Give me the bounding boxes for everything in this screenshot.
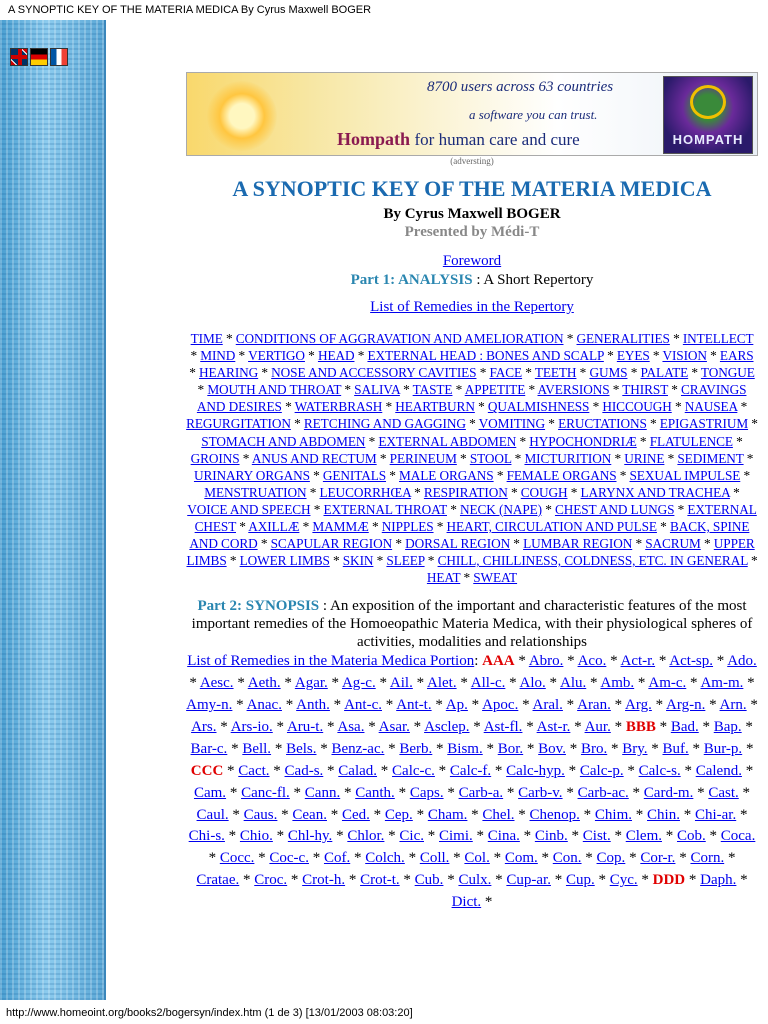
topic-link[interactable]: FEMALE ORGANS <box>506 467 617 483</box>
remedy-link[interactable]: Chel. <box>482 806 515 823</box>
topic-link[interactable]: THIRST <box>622 382 668 398</box>
foreword-row <box>186 253 758 270</box>
topic-link[interactable]: BACK, SPINE AND CORD <box>189 519 750 552</box>
remedy-link[interactable]: Aur. <box>584 718 611 735</box>
remedy-link[interactable]: Aral. <box>532 697 563 713</box>
banner-brand-line <box>337 129 580 150</box>
topic-link[interactable]: VERTIGO <box>248 348 305 364</box>
remedy-link[interactable]: Chl-hy. <box>287 828 333 845</box>
topic-link[interactable]: HICCOUGH <box>602 399 672 415</box>
remedy-link[interactable]: Buf. <box>662 740 689 757</box>
remedy-group-marker: BBB <box>625 718 656 735</box>
main-content <box>186 72 758 914</box>
topic-link[interactable]: MIND <box>200 348 236 364</box>
remedy-link[interactable]: Ced. <box>341 806 370 823</box>
topic-link[interactable]: NOSE AND ACCESSORY CAVITIES <box>271 365 477 381</box>
window-title: A SYNOPTIC KEY OF THE MATERIA MEDICA By Cyrus Maxwell BOGER <box>8 4 372 16</box>
remedy-link[interactable]: Bels. <box>286 740 317 757</box>
topic-link[interactable]: URINE <box>624 450 665 466</box>
remedy-link[interactable]: Ail. <box>389 675 413 692</box>
topic-link[interactable]: FLATULENCE <box>649 433 733 449</box>
part1-label: Part 1: ANALYSIS <box>350 272 473 288</box>
remedy-link[interactable]: Aru-t. <box>286 718 324 735</box>
topic-link[interactable]: STOOL <box>469 450 512 466</box>
remedy-link[interactable]: Aco. <box>577 653 607 670</box>
remedy-link[interactable]: Bry. <box>622 740 648 757</box>
remedy-link[interactable]: Ant-t. <box>396 697 432 713</box>
remedy-link[interactable]: Calc-f. <box>449 762 492 779</box>
topic-link[interactable]: TEETH <box>534 365 577 381</box>
topic-link[interactable]: VISION <box>662 348 707 364</box>
remedy-link[interactable]: Chin. <box>647 806 680 823</box>
remedy-link[interactable]: Calc-p. <box>579 762 624 779</box>
remedy-link[interactable]: Bism. <box>447 740 483 757</box>
banner-brand: Hompath <box>337 129 411 149</box>
topic-link[interactable]: LUMBAR REGION <box>523 536 633 552</box>
topic-link[interactable]: TIME <box>190 331 223 346</box>
remedy-link[interactable]: Asar. <box>378 718 410 735</box>
topic-link[interactable]: HEART, CIRCULATION AND PULSE <box>446 519 657 535</box>
remedy-link[interactable]: Am-c. <box>648 675 687 692</box>
topic-link[interactable]: EXTERNAL THROAT <box>323 501 447 517</box>
remedy-link[interactable]: Cact. <box>238 762 270 779</box>
remedy-link[interactable]: Bad. <box>670 718 699 735</box>
topic-link[interactable]: CHILL, CHILLINESS, COLDNESS, ETC. IN GENERAL <box>437 553 748 569</box>
topic-link[interactable]: HEAD <box>317 348 355 364</box>
repertory-list-row <box>186 299 758 316</box>
topic-link[interactable]: RETCHING AND GAGGING <box>303 416 466 432</box>
remedy-link[interactable]: Col. <box>464 850 490 867</box>
topic-link[interactable]: COUGH <box>520 484 568 500</box>
topic-link[interactable]: EXTERNAL ABDOMEN <box>378 433 517 449</box>
remedy-link[interactable]: Canth. <box>355 784 395 801</box>
topic-link[interactable]: VOMITING <box>478 416 546 432</box>
remedy-link[interactable]: Cic. <box>399 828 424 845</box>
remedy-link[interactable]: Coca. <box>720 828 756 845</box>
topic-link[interactable]: GENITALS <box>322 467 387 483</box>
remedy-link[interactable]: Ap. <box>445 697 468 713</box>
remedy-link[interactable]: Carb-a. <box>458 784 504 801</box>
topic-link[interactable]: EARS <box>719 348 754 364</box>
banner-tagline: for human care and cure <box>414 130 580 149</box>
topic-link[interactable]: EXTERNAL CHEST <box>194 501 757 535</box>
topic-link[interactable]: TASTE <box>412 382 453 398</box>
topic-links: TIME * CONDITIONS OF AGGRAVATION AND AMELIORATION * GENERALITIES * INTELLECT * MIND * VERTIGO * HEAD * EXTERNAL HEAD : BONES AND SCALP * EYES * VISION * EARS * HEARING * NOSE AND ACCESSORY CAVITIES * FACE * TEETH * GUMS * PALATE * TONGUE * MOUTH AND THROAT * SALIVA * TASTE * APPETITE * AVERSIONS * THIRST * CRAVINGS AND DESIRES * WATERBRASH * HEARTBURN * QUALMISHNESS * HICCOUGH * NAUSEA * REGURGITATION * RETCHING AND GAGGING * VOMITING * ERUCTATIONS * EPIGASTRIUM * STOMACH AND ABDOMEN * EXTERNAL ABDOMEN * HYPOCHONDRIÆ * FLATULENCE * GROINS * ANUS AND RECTUM * PERINEUM * STOOL * MICTURITION * URINE * SEDIMENT * URINARY ORGANS * GENITALS * MALE ORGANS * FEMALE ORGANS * SEXUAL IMPULSE * MENSTRUATION * LEUCORRHŒA * RESPIRATION * COUGH * LARYNX AND TRACHEA * VOICE AND SPEECH * EXTERNAL THROAT * NECK (NAPE) * CHEST AND LUNGS * EXTERNAL CHEST * AXILLÆ * MAMMÆ * NIPPLES * HEART, CIRCULATION AND PULSE * BACK, SPINE AND CORD * SCAPULAR REGION * DORSAL REGION * LUMBAR REGION * SACRUM * UPPER LIMBS * LOWER LIMBS * SKIN * SLEEP * CHILL, CHILLINESS, COLDNESS, ETC. IN GENERAL * HEAT * SWEAT <box>186 331 758 586</box>
topic-link[interactable]: HEARTBURN <box>395 399 475 415</box>
topic-link[interactable]: HYPOCHONDRIÆ <box>529 433 637 449</box>
remedy-link[interactable]: Aesc. <box>199 675 234 692</box>
remedy-link[interactable]: Cyc. <box>609 872 638 889</box>
part1-subtitle: : A Short Repertory <box>472 272 594 288</box>
uk-flag-icon[interactable] <box>10 48 28 66</box>
remedy-link[interactable]: Bar-c. <box>190 740 228 757</box>
ad-banner[interactable] <box>186 72 758 156</box>
sun-graphic <box>207 81 277 151</box>
remedy-link[interactable]: Cup-ar. <box>506 872 551 889</box>
remedy-link[interactable]: Agar. <box>294 675 328 692</box>
topic-link[interactable]: STOMACH AND ABDOMEN <box>201 433 366 449</box>
topic-link[interactable]: EPIGASTRIUM <box>659 416 749 432</box>
banner-line1: 8700 users across 63 countries <box>427 79 614 95</box>
topic-link[interactable]: CONDITIONS OF AGGRAVATION AND AMELIORATION <box>235 331 564 346</box>
remedy-link[interactable]: Apoc. <box>482 697 519 713</box>
topic-link[interactable]: ERUCTATIONS <box>558 416 647 432</box>
part1-heading <box>186 272 758 289</box>
remedy-link[interactable]: Cratae. <box>196 872 240 889</box>
remedy-link[interactable]: Asa. <box>337 718 365 735</box>
remedy-link[interactable]: Act-r. <box>620 653 656 670</box>
topic-link[interactable]: SALIVA <box>354 382 400 398</box>
ad-caption: (adversting) <box>450 156 494 166</box>
remedy-link[interactable]: Anac. <box>246 697 282 713</box>
remedy-link[interactable]: Act-sp. <box>669 653 714 670</box>
topic-link[interactable]: AXILLÆ <box>248 519 300 535</box>
remedy-link[interactable]: Alet. <box>427 675 457 692</box>
topic-link[interactable]: VOICE AND SPEECH <box>187 501 311 517</box>
remedy-link[interactable]: Ant-c. <box>344 697 382 713</box>
foreword-link[interactable]: Foreword <box>442 253 502 269</box>
remedy-link[interactable]: Croc. <box>254 872 288 889</box>
topic-link[interactable]: SWEAT <box>473 570 518 586</box>
remedy-link[interactable]: Cep. <box>384 806 413 823</box>
page-footer-url: http://www.homeoint.org/books2/bogersyn/index.htm (1 de 3) [13/01/2003 08:03:20] <box>6 1007 413 1019</box>
remedy-link[interactable]: Bap. <box>713 718 742 735</box>
remedy-link[interactable]: Arg-n. <box>666 697 706 713</box>
topic-link[interactable]: WATERBRASH <box>294 399 383 415</box>
sidebar <box>0 20 106 1000</box>
remedy-link[interactable]: Cast. <box>708 784 739 801</box>
remedy-link[interactable]: Coll. <box>419 850 450 867</box>
topic-link[interactable]: PALATE <box>640 365 689 381</box>
remedy-link[interactable]: Daph. <box>700 872 737 889</box>
remedy-link[interactable]: Cham. <box>427 806 468 823</box>
page-title: A SYNOPTIC KEY OF THE MATERIA MEDICA <box>232 176 712 201</box>
remedy-link[interactable]: Cob. <box>676 828 706 845</box>
part2-label: Part 2: SYNOPSIS <box>197 598 320 615</box>
remedy-link[interactable]: Calad. <box>338 762 378 779</box>
topic-link[interactable]: EXTERNAL HEAD : BONES AND SCALP <box>367 348 604 364</box>
topic-link[interactable]: SEDIMENT <box>677 450 744 466</box>
topic-link[interactable]: AVERSIONS <box>537 382 610 398</box>
topic-link[interactable]: REGURGITATION <box>186 416 291 432</box>
remedy-link[interactable]: Chlor. <box>347 828 385 845</box>
remedy-link[interactable]: Bur-p. <box>703 740 743 757</box>
remedy-link[interactable]: Ars. <box>191 718 217 735</box>
remedy-link[interactable]: Aran. <box>577 697 611 713</box>
topic-link[interactable]: NAUSEA <box>684 399 738 415</box>
topic-link[interactable]: SLEEP <box>386 553 425 569</box>
remedy-link[interactable]: Cam. <box>193 784 227 801</box>
remedy-link[interactable]: Calc-c. <box>392 762 435 779</box>
remedy-link[interactable]: Calc-hyp. <box>506 762 565 779</box>
topic-link[interactable]: URINARY ORGANS <box>193 467 310 483</box>
remedy-link[interactable]: Ast-r. <box>536 718 571 735</box>
remedy-link[interactable]: Chenop. <box>529 806 580 823</box>
remedy-link[interactable]: Dict. <box>451 894 482 911</box>
logo-text: HOMPATH <box>672 132 744 147</box>
remedy-link[interactable]: Cop. <box>596 850 626 867</box>
remedy-link[interactable]: Amb. <box>600 675 635 692</box>
remedy-link[interactable]: Benz-ac. <box>331 740 385 757</box>
remedy-link[interactable]: Crot-t. <box>360 872 400 889</box>
remedy-link[interactable]: Carb-v. <box>518 784 563 801</box>
topic-link[interactable]: MICTURITION <box>524 450 612 466</box>
topic-link[interactable]: SACRUM <box>645 536 701 552</box>
remedy-link[interactable]: Arg. <box>625 697 652 713</box>
topic-link[interactable]: LOWER LIMBS <box>239 553 330 569</box>
topic-link[interactable]: APPETITE <box>464 382 526 398</box>
topic-link[interactable]: RESPIRATION <box>423 484 508 500</box>
topic-link[interactable]: GENERALITIES <box>576 331 670 346</box>
remedy-link[interactable]: Ars-io. <box>230 718 273 735</box>
remedy-link[interactable]: Cub. <box>414 872 444 889</box>
remedy-link[interactable]: Ast-fl. <box>483 718 523 735</box>
remedy-link[interactable]: Bro. <box>580 740 608 757</box>
part2-description: : An exposition of the important and characteristic features of the most important remedies of the Homoeopathic Materia Medica, with their physiological spheres of activities, modalities and relationships <box>191 598 753 650</box>
remedy-link[interactable]: Berb. <box>399 740 433 757</box>
remedy-link[interactable]: Chi-s. <box>188 828 225 845</box>
remedy-link[interactable]: Ag-c. <box>341 675 376 692</box>
remedy-link[interactable]: Carb-ac. <box>577 784 629 801</box>
remedy-link[interactable]: Cimi. <box>439 828 473 845</box>
remedy-links: List of Remedies in the Materia Medica Portion: AAA * Abro. * Aco. * Act-r. * Act-sp. * Ado. * Aesc. * Aeth. * Agar. * Ag-c. * Ail. * Alet. * All-c. * Alo. * Alu. * Amb. * Am-c. * Am-m. * Amy-n. * Anac. * Anth. * Ant-c. * Ant-t. * Ap. * Apoc. * Aral. * Aran. * Arg. * Arg-n. * Arn. * Ars. * Ars-io. * Aru-t. * Asa. * Asar. * Asclep. * Ast-fl. * Ast-r. * Aur. * BBB * Bad. * Bap. * Bar-c. * Bell. * Bels. * Benz-ac. * Berb. * Bism. * Bor. * Bov. * Bro. * Bry. * Buf. * Bur-p. * CCC * Cact. * Cad-s. * Calad. * Calc-c. * Calc-f. * Calc-hyp. * Calc-p. * Calc-s. * Calend. * Cam. * Canc-fl. * Cann. * Canth. * Caps. * Carb-a. * Carb-v. * Carb-ac. * Card-m. * Cast. * Caul. * Caus. * Cean. * Ced. * Cep. * Cham. * Chel. * Chenop. * Chim. * Chin. * Chi-ar. * Chi-s. * Chio. * Chl-hy. * Chlor. * Cic. * Cimi. * Cina. * Cinb. * Cist. * Clem. * Cob. * Coca. * Cocc. * Coc-c. * Cof. * Colch. * Coll. * Col. * Com. * Con. * Cop. * Cor-r. * Corn. * Cratae. * Croc. * Crot-h. * Crot-t. * Cub. * Culx. * Cup-ar. * Cup. * Cyc. * DDD * Daph. * Dict. * <box>186 653 758 911</box>
remedy-link[interactable]: Cann. <box>304 784 341 801</box>
topic-link[interactable]: CRAVINGS AND DESIRES <box>196 382 747 415</box>
remedy-link[interactable]: Caps. <box>409 784 444 801</box>
remedy-link[interactable]: Chi-ar. <box>694 806 737 823</box>
topic-link[interactable]: MAMMÆ <box>312 519 369 535</box>
topic-link[interactable]: MENSTRUATION <box>204 484 307 500</box>
banner-line2: a software you can trust. <box>469 107 598 122</box>
remedy-link[interactable]: Chio. <box>239 828 273 845</box>
presented-by: Presented by Médi-T <box>404 224 540 240</box>
remedy-link[interactable]: Caul. <box>196 806 229 823</box>
remedy-link[interactable]: Com. <box>504 850 538 867</box>
topic-link[interactable]: NECK (NAPE) <box>459 501 542 517</box>
topic-link[interactable]: TONGUE <box>700 365 755 381</box>
topic-link[interactable]: UPPER LIMBS <box>186 536 755 569</box>
remedy-group-marker: CCC <box>190 762 224 779</box>
topic-link[interactable]: FACE <box>489 365 523 381</box>
topic-link[interactable]: PERINEUM <box>389 450 457 466</box>
remedy-link[interactable]: Cof. <box>323 850 351 867</box>
repertory-list-link[interactable]: List of Remedies in the Repertory <box>370 299 574 315</box>
topic-link[interactable]: SCAPULAR REGION <box>270 536 393 552</box>
remedy-link[interactable]: Culx. <box>458 872 492 889</box>
topic-link[interactable]: LEUCORRHŒA <box>319 484 411 500</box>
remedy-link[interactable]: Cup. <box>565 872 595 889</box>
topic-link[interactable]: SEXUAL IMPULSE <box>629 467 741 483</box>
hompath-logo <box>663 76 753 154</box>
topic-link[interactable]: SKIN <box>342 553 374 569</box>
remedy-link[interactable]: Corn. <box>690 850 725 867</box>
remedy-link[interactable]: Con. <box>552 850 582 867</box>
topic-link[interactable]: GUMS <box>589 365 628 381</box>
remedy-link[interactable]: Am-m. <box>700 675 744 692</box>
german-flag-icon[interactable] <box>30 48 48 66</box>
remedy-link[interactable]: Aeth. <box>247 675 281 692</box>
topic-link[interactable]: MALE ORGANS <box>399 467 494 483</box>
remedy-link[interactable]: All-c. <box>470 675 506 692</box>
remedy-link[interactable]: Calc-s. <box>638 762 681 779</box>
remedy-link[interactable]: Calend. <box>695 762 742 779</box>
topic-link[interactable]: GROINS <box>190 450 240 466</box>
remedy-link[interactable]: Crot-h. <box>302 872 346 889</box>
remedy-link[interactable]: Cist. <box>582 828 611 845</box>
topic-link[interactable]: NIPPLES <box>381 519 434 535</box>
remedy-link[interactable]: Abro. <box>528 653 564 670</box>
topic-link[interactable]: ANUS AND RECTUM <box>251 450 377 466</box>
french-flag-icon[interactable] <box>50 48 68 66</box>
remedy-link[interactable]: Caus. <box>243 806 278 823</box>
language-flags <box>10 48 68 66</box>
remedy-link[interactable]: Cina. <box>487 828 520 845</box>
remedy-link[interactable]: Clem. <box>625 828 662 845</box>
remedy-group-marker: AAA <box>482 653 515 670</box>
topic-link[interactable]: EYES <box>616 348 650 364</box>
remedy-link[interactable]: Bor. <box>497 740 524 757</box>
remedy-link[interactable]: Cad-s. <box>284 762 324 779</box>
remedy-link[interactable]: Amy-n. <box>186 697 233 713</box>
topic-link[interactable]: LARYNX AND TRACHEA <box>580 484 730 500</box>
remedy-list-link[interactable]: List of Remedies in the Materia Medica Portion <box>187 653 475 670</box>
remedy-link[interactable]: Anth. <box>296 697 330 713</box>
topic-link[interactable]: QUALMISHNESS <box>487 399 590 415</box>
remedy-link[interactable]: Cinb. <box>534 828 568 845</box>
topic-link[interactable]: INTELLECT <box>682 331 754 346</box>
remedy-link[interactable]: Bell. <box>242 740 272 757</box>
remedy-link[interactable]: Arn. <box>719 697 747 713</box>
logo-ring-icon <box>690 85 726 119</box>
remedy-link[interactable]: Ado. <box>727 653 757 670</box>
remedy-link[interactable]: Cor-r. <box>640 850 676 867</box>
part2-heading <box>186 598 758 651</box>
remedy-link[interactable]: Cocc. <box>219 850 255 867</box>
remedy-link[interactable]: Colch. <box>365 850 405 867</box>
remedy-link[interactable]: Chim. <box>594 806 633 823</box>
remedy-link[interactable]: Canc-fl. <box>241 784 290 801</box>
topic-link[interactable]: CHEST AND LUNGS <box>554 501 675 517</box>
remedy-link[interactable]: Card-m. <box>643 784 694 801</box>
remedy-group-marker: DDD <box>652 872 686 889</box>
remedy-link[interactable]: Bov. <box>538 740 566 757</box>
topic-link[interactable]: MOUTH AND THROAT <box>207 382 342 398</box>
author-byline: By Cyrus Maxwell BOGER <box>383 206 561 222</box>
topic-link[interactable]: DORSAL REGION <box>405 536 511 552</box>
remedy-link[interactable]: Asclep. <box>424 718 470 735</box>
topic-link[interactable]: HEARING <box>199 365 259 381</box>
remedy-link[interactable]: Cean. <box>292 806 327 823</box>
topic-link[interactable]: HEAT <box>426 570 461 586</box>
remedy-link[interactable]: Alo. <box>519 675 546 692</box>
remedy-link[interactable]: Alu. <box>559 675 587 692</box>
remedy-link[interactable]: Coc-c. <box>269 850 309 867</box>
